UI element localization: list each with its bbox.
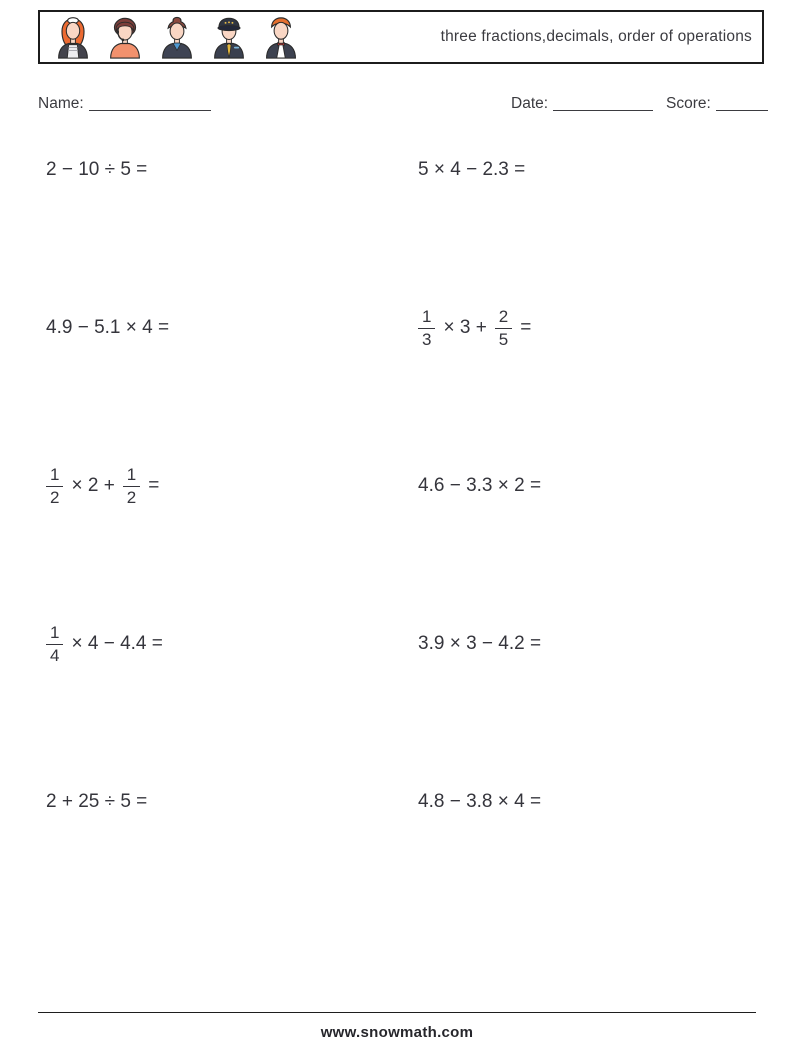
header-box	[38, 10, 764, 64]
problem-6	[418, 462, 790, 510]
support-agent-avatar-icon	[102, 15, 148, 59]
problem-5	[46, 462, 418, 510]
problem-2	[418, 146, 790, 194]
footer-divider	[38, 1012, 756, 1013]
expression-text: 3.9 × 3 − 4.2 =	[418, 633, 542, 654]
problem-3	[46, 304, 418, 352]
name-label: Name:	[38, 95, 84, 112]
fraction: $\frac{1}{4}$	[46, 623, 63, 665]
fraction: $\frac{1}{2}$	[123, 465, 140, 507]
problem-10	[418, 778, 790, 826]
problems-grid	[46, 146, 766, 936]
expression-text: =	[148, 475, 160, 496]
fraction: $\frac{2}{5}$	[495, 307, 512, 349]
date-label: Date:	[511, 95, 549, 112]
problem-1	[46, 146, 418, 194]
expression-text: × 3 +	[443, 317, 487, 338]
expression-text: 2 − 10 ÷ 5 =	[46, 159, 148, 180]
problem-9	[46, 778, 418, 826]
worksheet-title: three fractions,decimals, order of operations	[440, 28, 752, 45]
footer-website-url: www.snowmath.com	[320, 1024, 474, 1041]
problem-7	[46, 620, 418, 668]
expression-text: 4.8 − 3.8 × 4 =	[418, 791, 542, 812]
name-blank-line	[89, 96, 211, 111]
expression-text: × 2 +	[71, 475, 115, 496]
fraction: $\frac{1}{2}$	[46, 465, 63, 507]
name-field	[38, 95, 211, 113]
expression-text: × 4 − 4.4 =	[71, 633, 163, 654]
score-label: Score:	[666, 95, 711, 112]
police-officer-avatar-icon	[206, 15, 252, 59]
expression-text: 4.6 − 3.3 × 2 =	[418, 475, 542, 496]
expression-text: =	[520, 317, 532, 338]
problem-4	[418, 304, 790, 352]
expression-text: 4.9 − 5.1 × 4 =	[46, 317, 170, 338]
problem-8	[418, 620, 790, 668]
date-blank-line	[553, 96, 653, 111]
date-field	[511, 95, 653, 113]
man-avatar-icon	[154, 15, 200, 59]
avatar-row	[50, 15, 304, 59]
score-field	[666, 95, 768, 113]
expression-text: 2 + 25 ÷ 5 =	[46, 791, 148, 812]
expression-text: 5 × 4 − 2.3 =	[418, 159, 526, 180]
maid-avatar-icon	[50, 15, 96, 59]
waiter-avatar-icon	[258, 15, 304, 59]
score-blank-line	[716, 96, 768, 111]
fraction: $\frac{1}{3}$	[418, 307, 435, 349]
